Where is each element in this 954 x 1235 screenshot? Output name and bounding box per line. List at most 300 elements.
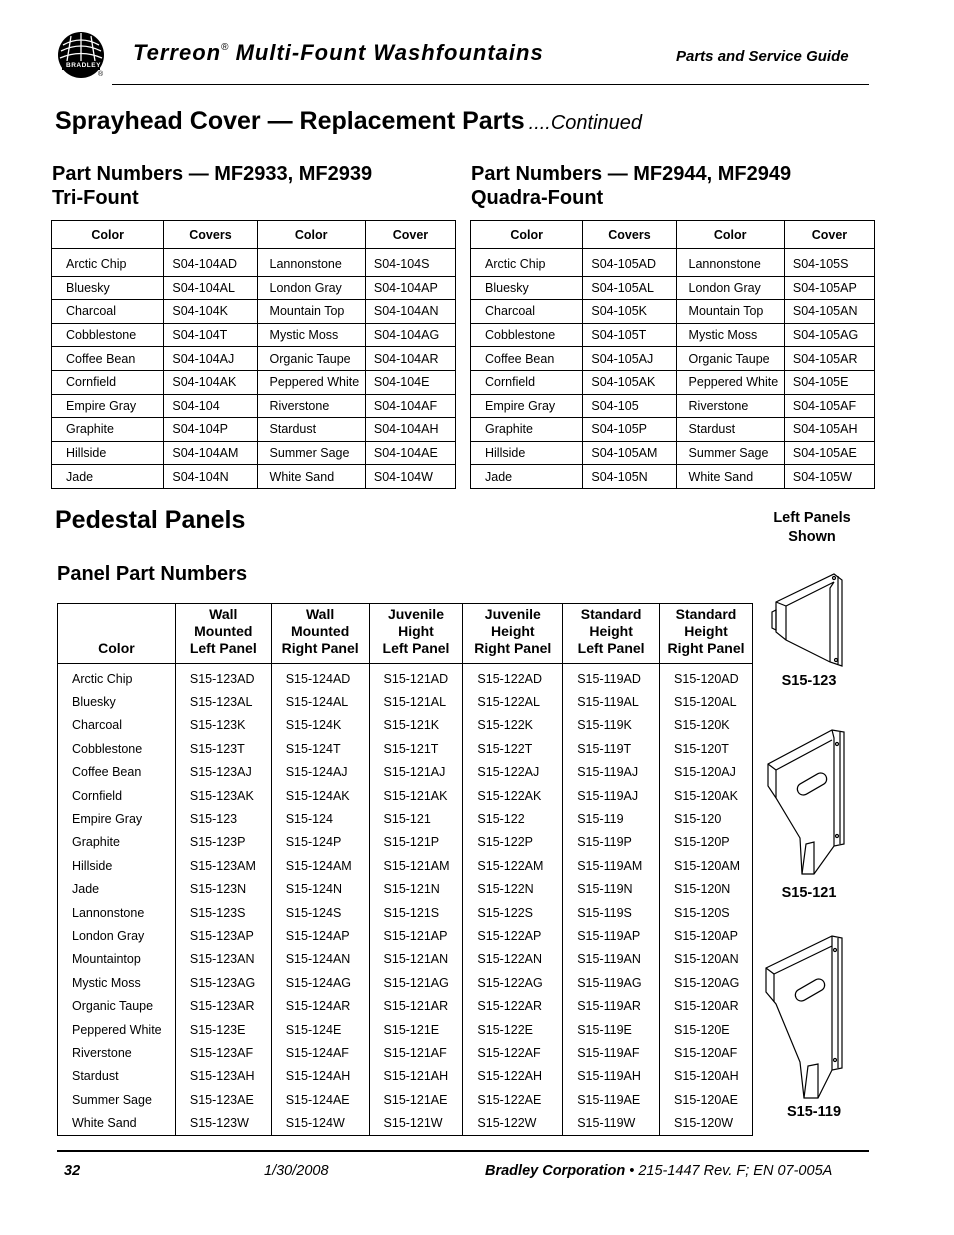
part-number-cell: S15-119P (563, 831, 660, 854)
trifount-heading (52, 162, 372, 210)
column-header-line: Right Panel (474, 640, 552, 656)
part-number-cell: S15-120AH (660, 1065, 753, 1088)
color-cell: Graphite (58, 831, 176, 854)
part-number-cell: S15-119AG (563, 971, 660, 994)
color-cell: Cobblestone (58, 737, 176, 760)
quadrafount-heading (471, 162, 791, 210)
footer-divider (57, 1150, 869, 1152)
color-cell: Organic Taupe (676, 347, 784, 371)
part-number-cell: S04-105AK (583, 370, 676, 394)
part-number-cell: S15-124N (271, 878, 369, 901)
column-header: Cover (365, 221, 455, 249)
color-cell: Graphite (471, 418, 583, 442)
color-cell: Riverstone (58, 1041, 176, 1064)
color-cell: Arctic Chip (58, 664, 176, 691)
table-row (52, 370, 456, 394)
part-number-cell: S15-119W (563, 1111, 660, 1135)
part-number-cell: S04-105K (583, 300, 676, 324)
part-number-cell: S04-104P (164, 418, 257, 442)
color-cell: White Sand (676, 465, 784, 489)
document-title (133, 40, 544, 66)
part-number-cell: S04-105AL (583, 276, 676, 300)
part-number-cell: S04-105W (784, 465, 874, 489)
part-number-cell: S04-104W (365, 465, 455, 489)
part-number-cell: S04-104AE (365, 441, 455, 465)
color-cell: Coffee Bean (58, 761, 176, 784)
part-number-cell: S15-122E (463, 1018, 563, 1041)
part-number-cell: S04-104 (164, 394, 257, 418)
table-row (52, 347, 456, 371)
title-brand: Terreon (133, 40, 222, 65)
part-number-cell: S15-120 (660, 807, 753, 830)
column-header (58, 604, 176, 664)
color-cell: White Sand (257, 465, 365, 489)
left-panels-shown-note (762, 509, 862, 547)
column-header-line: Juvenile (387, 606, 444, 622)
part-number-cell: S15-120E (660, 1018, 753, 1041)
part-number-cell: S04-105AH (784, 418, 874, 442)
part-number-cell: S15-120T (660, 737, 753, 760)
color-cell: Organic Taupe (58, 994, 176, 1017)
table-row (58, 994, 753, 1017)
part-number-cell: S15-124AN (271, 948, 369, 971)
part-number-cell: S15-121AP (369, 924, 463, 947)
table-row (471, 323, 875, 347)
part-number-cell: S15-119S (563, 901, 660, 924)
part-number-cell: S15-123AP (175, 924, 271, 947)
page-title-continued: ....Continued (528, 112, 643, 134)
part-number-cell: S15-124AD (271, 664, 369, 691)
trifount-parts-table (51, 220, 456, 489)
part-number-cell: S04-104AJ (164, 347, 257, 371)
part-number-cell: S15-124AH (271, 1065, 369, 1088)
color-cell: Bluesky (52, 276, 164, 300)
color-cell: Charcoal (471, 300, 583, 324)
color-cell: London Gray (676, 276, 784, 300)
part-number-cell: S15-121N (369, 878, 463, 901)
part-number-cell: S04-105AD (583, 249, 676, 277)
table-row (58, 807, 753, 830)
part-number-cell: S15-121W (369, 1111, 463, 1135)
part-number-cell: S15-121T (369, 737, 463, 760)
column-header: Color (52, 221, 164, 249)
table-row (471, 441, 875, 465)
color-cell: London Gray (257, 276, 365, 300)
part-number-cell: S04-105T (583, 323, 676, 347)
part-number-cell: S04-104AN (365, 300, 455, 324)
column-header-line: Wall (305, 606, 335, 622)
column-header-line: Left Panel (577, 640, 645, 656)
revision-info: • 215-1447 Rev. F; EN 07-005A (625, 1163, 833, 1179)
header-divider (112, 84, 869, 85)
table-row (58, 737, 753, 760)
color-cell: Summer Sage (676, 441, 784, 465)
part-number-cell: S15-124P (271, 831, 369, 854)
color-cell: Hillside (58, 854, 176, 877)
color-cell: Empire Gray (58, 807, 176, 830)
table-header-row (471, 221, 875, 249)
table-row (52, 249, 456, 277)
part-number-cell: S15-123AE (175, 1088, 271, 1111)
part-number-cell: S15-121AN (369, 948, 463, 971)
column-header: Color (257, 221, 365, 249)
color-cell: Peppered White (58, 1018, 176, 1041)
part-number-cell: S15-121AE (369, 1088, 463, 1111)
color-cell: Mountaintop (58, 948, 176, 971)
part-number-cell: S04-105N (583, 465, 676, 489)
table-row (58, 1041, 753, 1064)
corporation-name: Bradley Corporation (485, 1163, 626, 1179)
part-number-cell: S15-124T (271, 737, 369, 760)
column-header (463, 604, 563, 664)
part-number-cell: S15-124AP (271, 924, 369, 947)
color-cell: White Sand (58, 1111, 176, 1135)
color-cell: Lannonstone (676, 249, 784, 277)
part-number-cell: S15-124E (271, 1018, 369, 1041)
table-row (52, 323, 456, 347)
color-cell: Jade (52, 465, 164, 489)
part-number-cell: S15-120AM (660, 854, 753, 877)
part-number-cell: S15-120AD (660, 664, 753, 691)
column-header-line (58, 623, 175, 640)
table-row (58, 948, 753, 971)
table-row (58, 664, 753, 691)
part-number-cell: S15-124K (271, 714, 369, 737)
column-header-line: Wall (209, 606, 238, 622)
part-number-cell: S15-120AE (660, 1088, 753, 1111)
part-number-cell: S15-124AR (271, 994, 369, 1017)
part-number-cell: S04-104AM (164, 441, 257, 465)
part-number-cell: S15-123W (175, 1111, 271, 1135)
part-number-cell: S15-122AE (463, 1088, 563, 1111)
color-cell: Stardust (257, 418, 365, 442)
table-row (471, 300, 875, 324)
part-number-cell: S15-122AP (463, 924, 563, 947)
color-cell: Hillside (471, 441, 583, 465)
part-number-cell: S15-121AM (369, 854, 463, 877)
table-row (58, 971, 753, 994)
part-number-cell: S15-123AN (175, 948, 271, 971)
color-cell: Mystic Moss (58, 971, 176, 994)
column-header-line: Height (491, 623, 535, 639)
table-row (58, 1018, 753, 1041)
table-row (52, 276, 456, 300)
column-header: Color (676, 221, 784, 249)
table-row (58, 1111, 753, 1135)
column-header-line: Height (589, 623, 633, 639)
table-row (58, 924, 753, 947)
part-number-cell: S15-119E (563, 1018, 660, 1041)
color-cell: Empire Gray (52, 394, 164, 418)
part-number-cell: S15-122AJ (463, 761, 563, 784)
page-title (55, 107, 642, 136)
column-header: Covers (164, 221, 257, 249)
part-number-cell: S04-104T (164, 323, 257, 347)
column-header-line: Juvenile (484, 606, 541, 622)
color-cell: Stardust (58, 1065, 176, 1088)
illustration-label-s15-119: S15-119 (786, 1104, 842, 1120)
color-cell: Cornfield (52, 370, 164, 394)
part-number-cell: S04-104AD (164, 249, 257, 277)
color-cell: Cornfield (58, 784, 176, 807)
part-number-cell: S15-123 (175, 807, 271, 830)
color-cell: Mountain Top (257, 300, 365, 324)
table-row (58, 690, 753, 713)
part-number-cell: S15-121AG (369, 971, 463, 994)
panel-s15-123-illustration (768, 570, 848, 670)
color-cell: Riverstone (676, 394, 784, 418)
table-row (471, 347, 875, 371)
guide-label: Parts and Service Guide (676, 48, 849, 65)
part-number-cell: S15-119AJ (563, 784, 660, 807)
color-cell: Lannonstone (58, 901, 176, 924)
part-number-cell: S15-124AL (271, 690, 369, 713)
part-number-cell: S15-120AN (660, 948, 753, 971)
part-number-cell: S15-120AJ (660, 761, 753, 784)
part-number-cell: S15-119AL (563, 690, 660, 713)
part-number-cell: S15-122 (463, 807, 563, 830)
page-number: 32 (64, 1163, 81, 1179)
part-number-cell: S15-119K (563, 714, 660, 737)
color-cell: Empire Gray (471, 394, 583, 418)
color-cell: Arctic Chip (471, 249, 583, 277)
color-cell: Peppered White (257, 370, 365, 394)
part-number-cell: S15-122AG (463, 971, 563, 994)
part-number-cell: S15-120AK (660, 784, 753, 807)
column-header (563, 604, 660, 664)
part-number-cell: S15-123AJ (175, 761, 271, 784)
table-row (58, 831, 753, 854)
part-number-cell: S15-119T (563, 737, 660, 760)
part-number-cell: S04-105AG (784, 323, 874, 347)
part-number-cell: S15-122AK (463, 784, 563, 807)
page-title-main: Sprayhead Cover — Replacement Parts (55, 107, 525, 135)
table-row (52, 465, 456, 489)
color-cell: Riverstone (257, 394, 365, 418)
part-number-cell: S15-123T (175, 737, 271, 760)
part-number-cell: S15-123AM (175, 854, 271, 877)
column-header-line: Color (98, 640, 135, 656)
part-number-cell: S15-124AJ (271, 761, 369, 784)
part-number-cell: S04-104AK (164, 370, 257, 394)
part-number-cell: S04-104S (365, 249, 455, 277)
column-header-line: Mounted (194, 623, 253, 639)
color-cell: Coffee Bean (52, 347, 164, 371)
part-number-cell: S15-120W (660, 1111, 753, 1135)
part-number-cell: S15-123AK (175, 784, 271, 807)
table-header-row (52, 221, 456, 249)
table-row (58, 714, 753, 737)
part-number-cell: S15-120AL (660, 690, 753, 713)
column-header-line: Left Panel (189, 640, 257, 656)
color-cell: Mountain Top (676, 300, 784, 324)
part-number-cell: S15-122W (463, 1111, 563, 1135)
table-row (471, 276, 875, 300)
part-number-cell: S15-119AN (563, 948, 660, 971)
column-header-line: Standard (580, 606, 642, 622)
part-number-cell: S15-119AE (563, 1088, 660, 1111)
part-number-cell: S15-120AF (660, 1041, 753, 1064)
part-number-cell: S15-121AD (369, 664, 463, 691)
color-cell: Graphite (52, 418, 164, 442)
quadrafount-heading-line2: Quadra-Fount (471, 187, 604, 209)
part-number-cell: S15-119AD (563, 664, 660, 691)
part-number-cell: S04-105S (784, 249, 874, 277)
illustration-label-s15-121: S15-121 (781, 885, 837, 901)
table-row (471, 249, 875, 277)
part-number-cell: S04-104AL (164, 276, 257, 300)
part-number-cell: S15-121P (369, 831, 463, 854)
column-header-line: Hight (398, 623, 434, 639)
color-cell: Cobblestone (471, 323, 583, 347)
color-cell: Cobblestone (52, 323, 164, 347)
part-number-cell: S15-124S (271, 901, 369, 924)
color-cell: Cornfield (471, 370, 583, 394)
color-cell: Arctic Chip (52, 249, 164, 277)
column-header-line: Standard (675, 606, 737, 622)
logo-text: BRADLEY (66, 62, 101, 69)
color-cell: Charcoal (52, 300, 164, 324)
part-number-cell: S15-120AP (660, 924, 753, 947)
part-number-cell: S15-120K (660, 714, 753, 737)
table-row (471, 370, 875, 394)
part-number-cell: S04-105AM (583, 441, 676, 465)
part-number-cell: S15-123K (175, 714, 271, 737)
column-header (175, 604, 271, 664)
trifount-heading-line2: Tri-Fount (52, 187, 139, 209)
column-header-line: Right Panel (281, 640, 359, 656)
part-number-cell: S15-122AM (463, 854, 563, 877)
color-cell: Summer Sage (257, 441, 365, 465)
part-number-cell: S04-105AR (784, 347, 874, 371)
part-number-cell: S04-104K (164, 300, 257, 324)
part-number-cell: S04-105AP (784, 276, 874, 300)
document-reference (485, 1163, 832, 1179)
part-number-cell: S15-121AR (369, 994, 463, 1017)
table-row (58, 901, 753, 924)
table-row (52, 394, 456, 418)
panel-s15-119-illustration (762, 934, 852, 1100)
part-number-cell: S15-120N (660, 878, 753, 901)
part-number-cell: S15-124AK (271, 784, 369, 807)
part-number-cell: S15-121AH (369, 1065, 463, 1088)
color-cell: Lannonstone (257, 249, 365, 277)
left-panels-shown-line2: Shown (788, 529, 836, 545)
part-number-cell: S15-121S (369, 901, 463, 924)
part-number-cell: S15-123AG (175, 971, 271, 994)
table-row (471, 418, 875, 442)
part-number-cell: S15-120AR (660, 994, 753, 1017)
part-number-cell: S04-105P (583, 418, 676, 442)
document-date: 1/30/2008 (264, 1163, 329, 1179)
table-row (471, 394, 875, 418)
part-number-cell: S15-122N (463, 878, 563, 901)
part-number-cell: S15-121 (369, 807, 463, 830)
column-header: Color (471, 221, 583, 249)
part-number-cell: S15-123N (175, 878, 271, 901)
part-number-cell: S15-122AH (463, 1065, 563, 1088)
table-row (58, 878, 753, 901)
column-header (369, 604, 463, 664)
part-number-cell: S15-124 (271, 807, 369, 830)
part-number-cell: S15-123E (175, 1018, 271, 1041)
part-number-cell: S15-119N (563, 878, 660, 901)
part-number-cell: S15-123AH (175, 1065, 271, 1088)
pedestal-section-title: Pedestal Panels (55, 506, 246, 534)
part-number-cell: S15-122P (463, 831, 563, 854)
part-number-cell: S04-104AH (365, 418, 455, 442)
part-number-cell: S15-121E (369, 1018, 463, 1041)
part-number-cell: S15-119AM (563, 854, 660, 877)
color-cell: Coffee Bean (471, 347, 583, 371)
table-row (52, 441, 456, 465)
part-number-cell: S04-104AP (365, 276, 455, 300)
color-cell: Mystic Moss (257, 323, 365, 347)
column-header-line: Left Panel (382, 640, 450, 656)
color-cell: Summer Sage (58, 1088, 176, 1111)
part-number-cell: S15-124AF (271, 1041, 369, 1064)
part-number-cell: S15-123AF (175, 1041, 271, 1064)
table-row (58, 784, 753, 807)
table-row (58, 1065, 753, 1088)
part-number-cell: S15-121AL (369, 690, 463, 713)
part-number-cell: S15-123AR (175, 994, 271, 1017)
part-number-cell: S15-122AN (463, 948, 563, 971)
table-row (471, 465, 875, 489)
title-rest: Multi-Fount Washfountains (235, 40, 544, 65)
color-cell: Jade (471, 465, 583, 489)
color-cell: Bluesky (471, 276, 583, 300)
table-row (52, 300, 456, 324)
color-cell: Hillside (52, 441, 164, 465)
column-header-line: Right Panel (667, 640, 745, 656)
part-number-cell: S04-105E (784, 370, 874, 394)
column-header-line: Height (684, 623, 728, 639)
panel-s15-121-illustration (762, 726, 852, 876)
part-number-cell: S04-104E (365, 370, 455, 394)
column-header (271, 604, 369, 664)
quadrafount-parts-table (470, 220, 875, 489)
part-number-cell: S15-119 (563, 807, 660, 830)
part-number-cell: S15-122AF (463, 1041, 563, 1064)
part-number-cell: S04-105 (583, 394, 676, 418)
table-row (58, 1088, 753, 1111)
part-number-cell: S15-121AJ (369, 761, 463, 784)
part-number-cell: S15-123AL (175, 690, 271, 713)
trifount-heading-line1: Part Numbers — MF2933, MF2939 (52, 163, 373, 185)
part-number-cell: S15-124AM (271, 854, 369, 877)
column-header-line (58, 606, 175, 623)
part-number-cell: S15-121AF (369, 1041, 463, 1064)
logo-registered-mark: ® (98, 71, 104, 78)
title-registered-mark: ® (221, 42, 229, 53)
color-cell: Mystic Moss (676, 323, 784, 347)
part-number-cell: S04-104N (164, 465, 257, 489)
part-number-cell: S15-122AD (463, 664, 563, 691)
part-number-cell: S04-104AG (365, 323, 455, 347)
part-number-cell: S15-120S (660, 901, 753, 924)
part-number-cell: S15-119AJ (563, 761, 660, 784)
part-number-cell: S15-123AD (175, 664, 271, 691)
panel-parts-table (57, 603, 753, 1136)
part-number-cell: S15-122AR (463, 994, 563, 1017)
color-cell: Peppered White (676, 370, 784, 394)
illustration-label-s15-123: S15-123 (781, 673, 837, 689)
color-cell: Stardust (676, 418, 784, 442)
part-number-cell: S04-104AR (365, 347, 455, 371)
part-number-cell: S15-120P (660, 831, 753, 854)
column-header (660, 604, 753, 664)
